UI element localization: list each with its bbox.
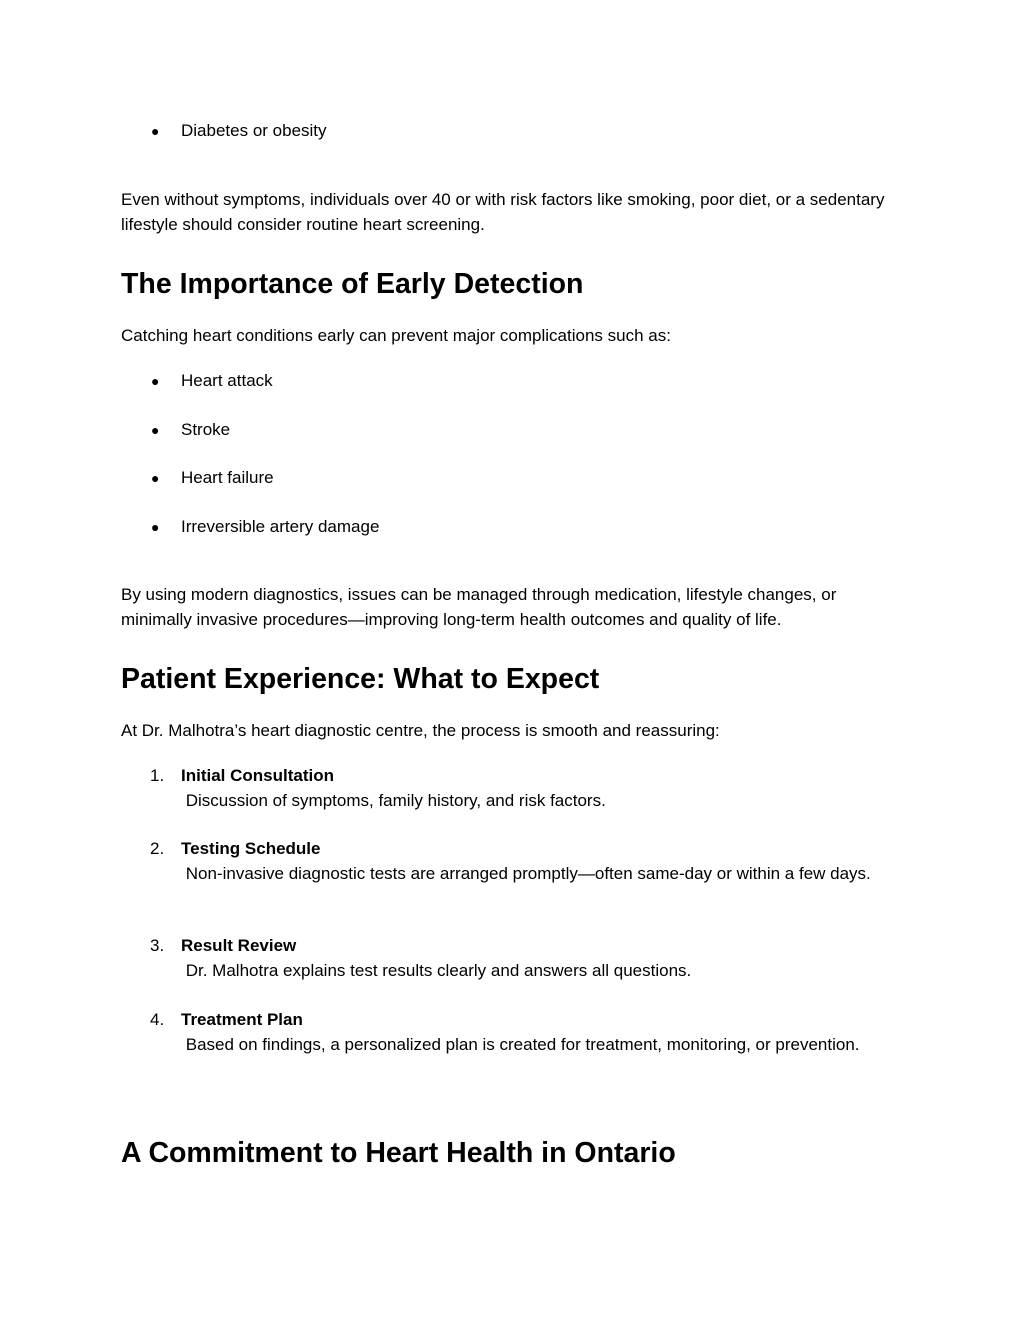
step-description: Non-invasive diagnostic tests are arranged promptly—often same-day or within a few days. bbox=[181, 863, 871, 883]
section-heading-commitment: A Commitment to Heart Health in Ontario bbox=[121, 1137, 676, 1169]
step-title: Treatment Plan bbox=[181, 1010, 303, 1029]
bullet-marker: ● bbox=[151, 519, 160, 535]
bullet-marker: ● bbox=[151, 373, 160, 389]
list-item-text: Heart failure bbox=[181, 468, 274, 487]
step-description: Based on findings, a personalized plan is created for treatment, monitoring, or prevention. bbox=[181, 1034, 860, 1054]
section-heading-patient-experience: Patient Experience: What to Expect bbox=[121, 663, 600, 695]
bullet-marker: ● bbox=[151, 123, 160, 139]
list-number: 3. bbox=[150, 936, 165, 955]
list-number: 4. bbox=[150, 1010, 165, 1029]
step-description: Dr. Malhotra explains test results clearly and answers all questions. bbox=[181, 960, 692, 980]
bullet-marker: ● bbox=[151, 422, 160, 438]
list-item-text: Stroke bbox=[181, 420, 231, 439]
list-number: 2. bbox=[150, 839, 165, 858]
list-item-text: Heart attack bbox=[181, 371, 273, 390]
early-detection-closing: By using modern diagnostics, issues can be managed through medication, lifestyle changes, or minimally invasive procedures—improving long-term health outcomes and quality of life. bbox=[121, 585, 837, 629]
step-title: Testing Schedule bbox=[181, 839, 321, 858]
bullet-marker: ● bbox=[151, 470, 160, 486]
step-title: Result Review bbox=[181, 936, 297, 955]
section-heading-early-detection: The Importance of Early Detection bbox=[121, 268, 584, 300]
list-item-text: Irreversible artery damage bbox=[181, 517, 380, 536]
early-detection-lead: Catching heart conditions early can prevent major complications such as: bbox=[121, 326, 671, 345]
step-description: Discussion of symptoms, family history, and risk factors. bbox=[181, 790, 606, 810]
list-number: 1. bbox=[150, 766, 165, 785]
step-title: Initial Consultation bbox=[181, 766, 334, 785]
intro-paragraph: Even without symptoms, individuals over 40 or with risk factors like smoking, poor diet, or a sedentary lifestyle should consider routine heart screening. bbox=[121, 190, 885, 234]
list-item-text: Diabetes or obesity bbox=[181, 121, 327, 140]
patient-experience-lead: At Dr. Malhotra’s heart diagnostic centre, the process is smooth and reassuring: bbox=[121, 721, 720, 740]
